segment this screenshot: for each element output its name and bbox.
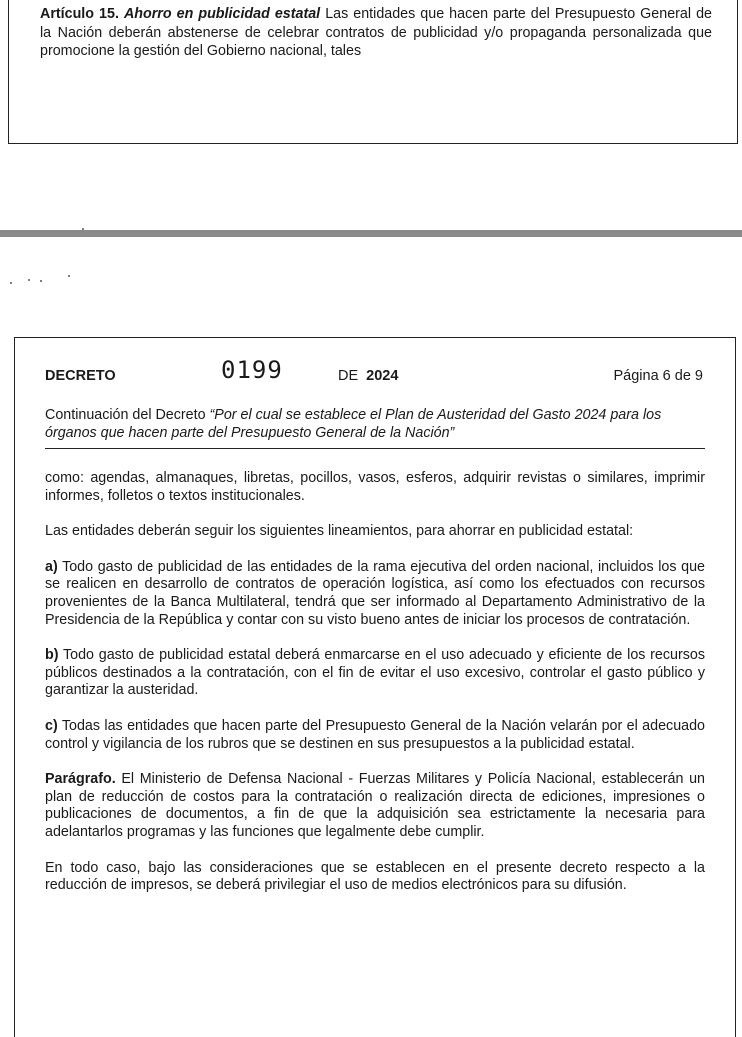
page-separator-bar (0, 230, 742, 237)
paragrafo-text: El Ministerio de Defensa Nacional - Fuerzas Militares y Policía Nacional, establecerán un plan de reducción de costos para la contratación o realización directa de ediciones, impresiones o publicaciones de documentos, a fin de que la adquisición sea estrictamente la necesaria para adelantarlos programas y las funciones que legalmente debe cumplir. (45, 771, 705, 840)
item-b-paragraph (45, 647, 705, 700)
decree-date (338, 368, 398, 384)
document-page (14, 337, 736, 1037)
article-15-paragraph (40, 5, 712, 61)
item-b-text: Todo gasto de publicidad estatal deberá enmarcarse en el uso adecuado y eficiente de los recursos públicos destinados a la contratación, con el fin de evitar el uso excesivo, controlar el gasto público y garantizar la austeridad. (45, 647, 705, 699)
item-a-text: Todo gasto de publicidad de las entidades de la rama ejecutiva del orden nacional, incluidos los que se realicen en desarrollo de contratos de operación logística, así como los efectuados con recursos provenientes de la Banca Multilateral, tendrá que ser informado al Departamento Administrativo de la Presidencia de la República y contar con su visto bueno antes de iniciar los procesos de contratación. (45, 558, 705, 628)
body-paragraph: como: agendas, almanaques, libretas, pocillos, vasos, esferos, adquirir revistas o similares, imprimir informes, folletos o textos institucionales. (45, 470, 705, 504)
paragrafo-paragraph (45, 771, 705, 841)
body-paragraph: Las entidades deberán seguir los siguientes lineamientos, para ahorrar en publicidad estatal: (45, 523, 634, 540)
item-a-label: a) (45, 558, 58, 575)
continuation-prefix: Continuación del Decreto (45, 407, 206, 423)
de-label: DE (338, 368, 359, 384)
decreto-label: DECRETO (45, 368, 116, 384)
article-label: Artículo 15. (40, 6, 119, 22)
decree-title: “Por el cual se establece el Plan de Austeridad del Gasto 2024 para los órganos que hacen parte del Presupuesto General de la Nación” (45, 407, 662, 441)
page-number: Página 6 de 9 (613, 368, 703, 384)
scan-speck (68, 275, 70, 277)
item-c-text: Todas las entidades que hacen parte del Presupuesto General de la Nación velarán por el adecuado control y vigilancia de los rubros que se destinen en sus presupuestos a la publicidad estatal. (45, 717, 705, 752)
article-text: Las entidades que hacen parte del Presupuesto General de la Nación deberán abstenerse de celebrar contratos de publicidad y/o propaganda personalizada que promocione la gestión del Gobierno nacional, tales (40, 6, 712, 59)
scan-speck (40, 280, 42, 282)
item-b-label: b) (45, 647, 59, 664)
paragrafo-label: Parágrafo. (45, 771, 116, 788)
decree-year: 2024 (366, 368, 399, 384)
decreto-number: 0199 (221, 356, 283, 384)
scan-speck (82, 228, 84, 230)
document-body (45, 470, 705, 913)
body-paragraph: En todo caso, bajo las consideraciones que se establecen en el presente decreto respecto a la reducción de impresos, se deberá privilegiar el uso de medios electrónicos para su difusión. (45, 859, 705, 894)
item-a-paragraph (45, 559, 705, 629)
previous-page-fragment (8, 0, 738, 144)
article-title: Ahorro en publicidad estatal (123, 6, 321, 22)
scan-speck (28, 279, 30, 281)
scan-speck (10, 282, 12, 284)
item-c-label: c) (45, 717, 58, 734)
item-c-paragraph (45, 718, 705, 753)
continuation-heading (45, 406, 705, 449)
decree-header (45, 356, 705, 394)
